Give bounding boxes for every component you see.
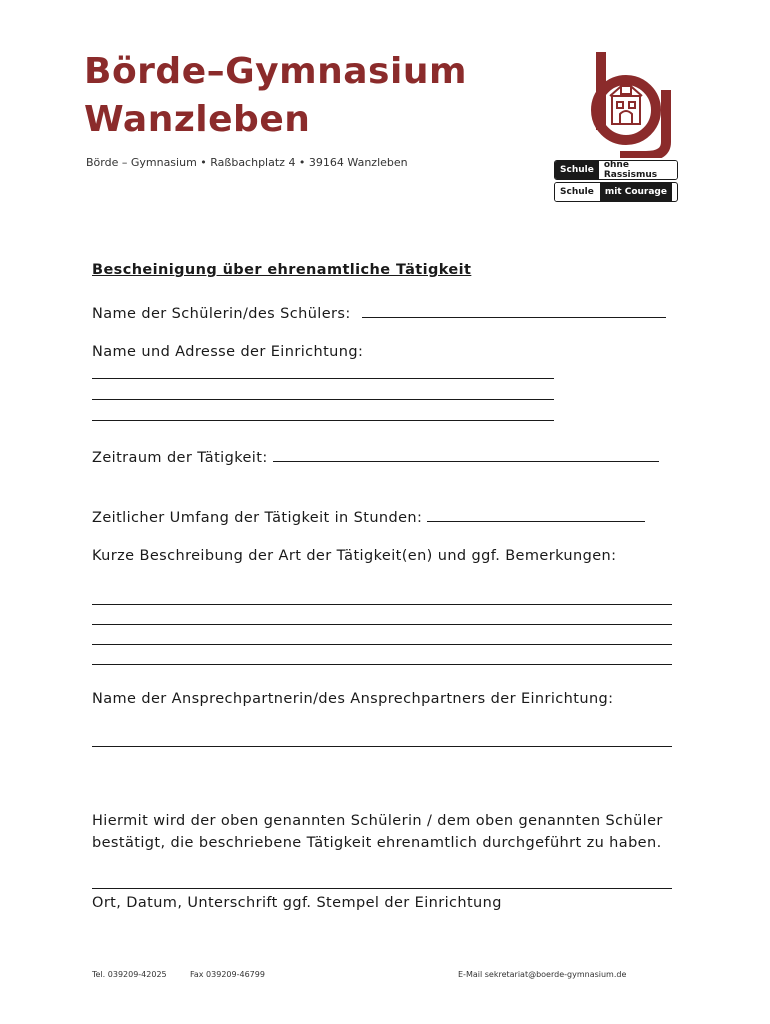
bg-school-logo <box>580 50 690 158</box>
institution-blank-1[interactable] <box>92 378 554 379</box>
period-blank[interactable] <box>273 447 659 462</box>
signature-blank[interactable] <box>92 888 672 889</box>
school-name-line1: Börde–Gymnasium <box>84 51 467 92</box>
hours-blank[interactable] <box>427 507 645 522</box>
badge-group <box>554 160 678 204</box>
description-blank-2[interactable] <box>92 624 672 625</box>
description-blank-4[interactable] <box>92 664 672 665</box>
footer-phone: Tel. 039209-42025 <box>92 970 167 979</box>
badge2-left: Schule <box>555 183 599 201</box>
institution-blank-2[interactable] <box>92 399 554 400</box>
confirmation-line-2: bestätigt, die beschriebene Tätigkeit ehrenamtlich durchgeführt zu haben. <box>92 835 662 851</box>
badge2-right: mit Courage <box>599 183 672 201</box>
school-name-line2: Wanzleben <box>84 99 311 140</box>
student-row <box>92 303 666 322</box>
student-blank[interactable] <box>362 303 666 318</box>
school-address: Börde – Gymnasium • Raßbachplatz 4 • 39164 Wanzleben <box>86 156 408 169</box>
hours-row <box>92 507 645 526</box>
badge-schule-mit-courage <box>554 182 678 202</box>
form-title: Bescheinigung über ehrenamtliche Tätigkeit <box>92 262 472 278</box>
hours-label: Zeitlicher Umfang der Tätigkeit in Stunden: <box>92 510 423 526</box>
confirmation-line-1: Hiermit wird der oben genannten Schülerin / dem oben genannten Schüler <box>92 813 663 829</box>
badge-schule-ohne-rassismus <box>554 160 678 180</box>
student-label: Name der Schülerin/des Schülers: <box>92 306 351 322</box>
signature-label: Ort, Datum, Unterschrift ggf. Stempel der Einrichtung <box>92 895 502 911</box>
period-row <box>92 447 659 466</box>
school-name <box>84 48 467 144</box>
institution-label: Name und Adresse der Einrichtung: <box>92 344 364 360</box>
description-blank-1[interactable] <box>92 604 672 605</box>
footer-email: E-Mail sekretariat@boerde-gymnasium.de <box>458 970 627 979</box>
badge1-left: Schule <box>555 161 599 179</box>
description-label: Kurze Beschreibung der Art der Tätigkeit(en) und ggf. Bemerkungen: <box>92 548 617 564</box>
footer-fax: Fax 039209-46799 <box>190 970 265 979</box>
badge1-right: ohne Rassismus <box>599 161 677 179</box>
contact-label: Name der Ansprechpartnerin/des Ansprechpartners der Einrichtung: <box>92 691 614 707</box>
institution-blank-3[interactable] <box>92 420 554 421</box>
period-label: Zeitraum der Tätigkeit: <box>92 450 268 466</box>
contact-blank[interactable] <box>92 746 672 747</box>
description-blank-3[interactable] <box>92 644 672 645</box>
